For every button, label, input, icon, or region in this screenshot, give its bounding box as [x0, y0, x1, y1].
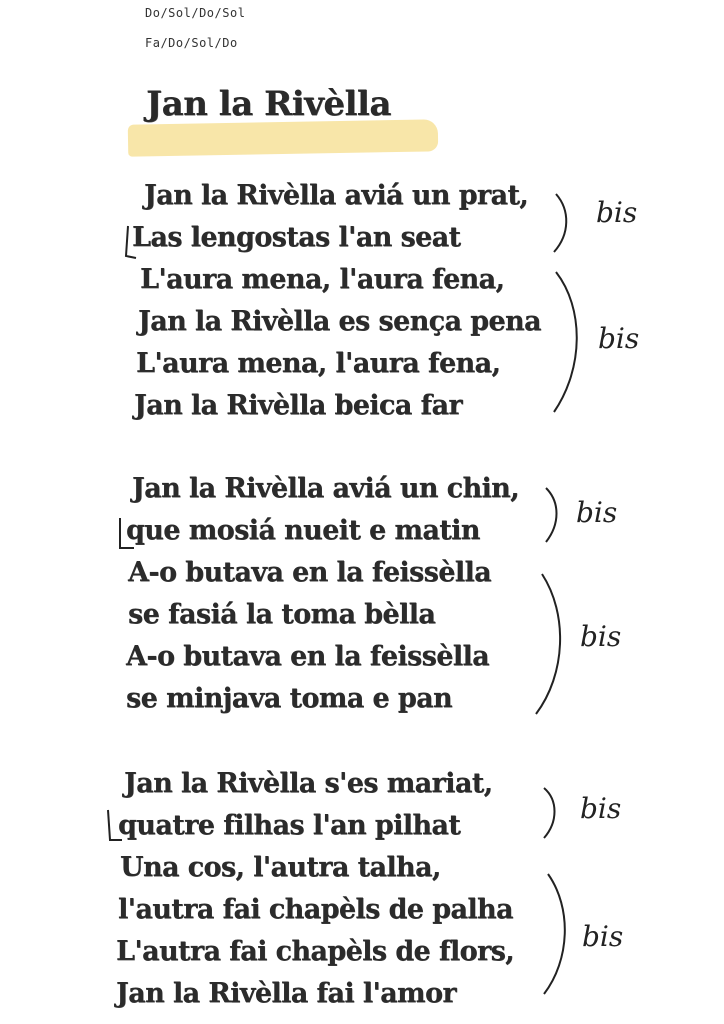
verse-3-pen-mark: [100, 806, 124, 848]
verse-3-line-6: Jan la Rivèlla fai l'amor: [116, 978, 457, 1009]
verse-2-brace-1: [540, 484, 570, 548]
verse-1-brace-1: [548, 190, 578, 260]
title-highlight: [128, 119, 439, 156]
verse-1-bis-2: bis: [598, 322, 640, 355]
verse-3-line-2: quatre filhas l'an pilhat: [118, 810, 461, 841]
chord-line-2: Fa/Do/Sol/Do: [145, 36, 238, 50]
verse-3-brace-2: [540, 870, 580, 1000]
verse-2-line-3: A-o butava en la feissèlla: [128, 557, 492, 588]
verse-1-line-4: Jan la Rivèlla es sença pena: [138, 306, 541, 337]
verse-1-line-3: L'aura mena, l'aura fena,: [140, 264, 505, 295]
verse-1-line-2: Las lengostas l'an seat: [132, 222, 461, 253]
verse-3-line-5: L'autra fai chapèls de flors,: [116, 936, 514, 967]
verse-2-line-5: A-o butava en la feissèlla: [126, 641, 490, 672]
verse-1-line-1: Jan la Rivèlla aviá un prat,: [144, 180, 529, 211]
song-title: Jan la Rivèlla: [146, 84, 391, 124]
verse-2-brace-2: [532, 570, 572, 720]
verse-2-bis-1: bis: [576, 496, 618, 529]
verse-3-brace-1: [538, 784, 568, 844]
verse-1-pen-mark: [118, 222, 138, 262]
verse-1-line-5: L'aura mena, l'aura fena,: [136, 348, 501, 379]
chord-line-1: Do/Sol/Do/Sol: [145, 6, 246, 20]
verse-1-bis-1: bis: [596, 196, 638, 229]
verse-1-brace-2: [550, 268, 590, 418]
verse-3-bis-2: bis: [582, 920, 624, 953]
verse-2-line-2: que mosiá nueit e matin: [126, 515, 480, 546]
verse-2-line-4: se fasiá la toma bèlla: [128, 599, 436, 630]
verse-3-bis-1: bis: [580, 792, 622, 825]
verse-1-line-6: Jan la Rivèlla beica far: [134, 390, 463, 421]
verse-2-line-6: se minjava toma e pan: [126, 683, 453, 714]
verse-3-line-1: Jan la Rivèlla s'es mariat,: [124, 768, 493, 799]
verse-2-pen-mark: [112, 514, 136, 554]
verse-3-line-3: Una cos, l'autra talha,: [120, 852, 441, 883]
verse-2-line-1: Jan la Rivèlla aviá un chin,: [132, 473, 519, 504]
verse-3-line-4: l'autra fai chapèls de palha: [118, 894, 513, 925]
verse-2-bis-2: bis: [580, 620, 622, 653]
